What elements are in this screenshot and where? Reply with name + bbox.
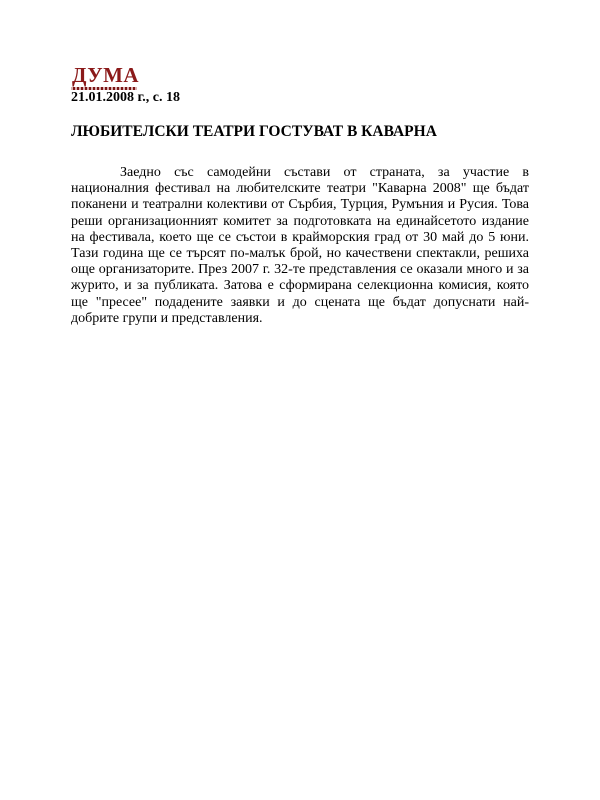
logo-text: ДУМА [72,63,140,87]
publication-date-page: 21.01.2008 г., с. 18 [71,90,180,105]
newspaper-logo [71,63,140,90]
article-body: Заедно със самодейни състави от страната, за участие в националния фестивал на любителските театри "Каварна 2008" ще бъдат поканени и театрални колективи от Сърбия, Турция, Румъния и Русия. Това реши организационният комитет за подготовката на единайсетото издание на фестивала, което ще се състои в крайморския град от 30 май до 5 юни. Тази година ще се търсят по-малък брой, но качествени спектакли, решиха още организаторите. През 2007 г. 32-те представления се оказали много и за журито, и за публиката. Затова е сформирана селекционна комисия, която ще "пресее" подадените заявки и до сцената ще бъдат допуснати най-добрите групи и представления. [71,165,529,326]
article-title: ЛЮБИТЕЛСКИ ТЕАТРИ ГОСТУВАТ В КАВАРНА [71,123,437,140]
